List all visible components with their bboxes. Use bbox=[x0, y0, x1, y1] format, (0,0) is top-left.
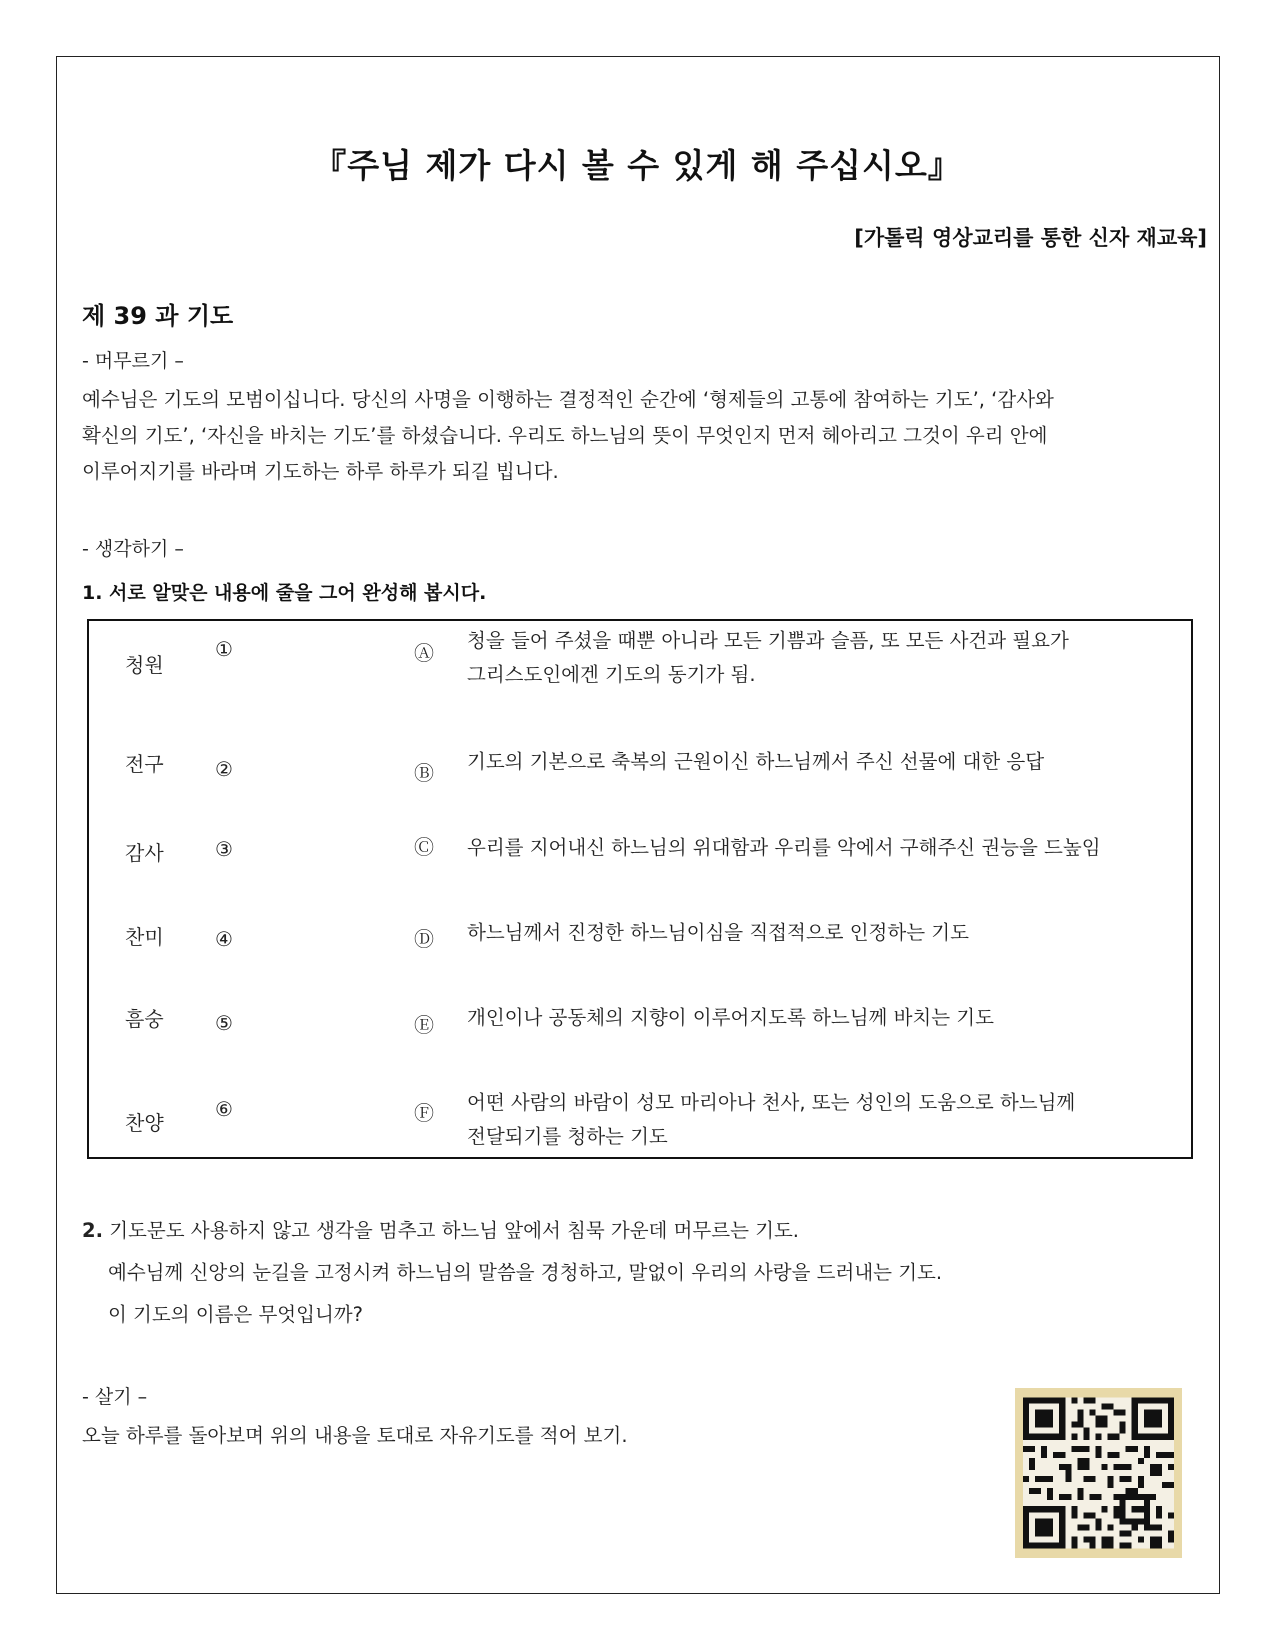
desc-letter: Ⓐ bbox=[414, 641, 434, 665]
section-reflect: - 머무르기 – bbox=[82, 350, 184, 372]
description bbox=[467, 916, 1177, 950]
description bbox=[467, 624, 1177, 692]
desc-letter: Ⓒ bbox=[414, 835, 434, 859]
reflect-line: 이루어지기를 바라며 기도하는 하루 하루가 되길 빕니다. bbox=[82, 460, 559, 483]
description-line: 전달되기를 청하는 기도 bbox=[467, 1125, 668, 1148]
description-line: 청을 들어 주셨을 때뿐 아니라 모든 기쁨과 슬픔, 또 모든 사건과 필요가 bbox=[467, 629, 1069, 652]
page-title: 『주님 제가 다시 볼 수 있게 해 주십시오』 bbox=[313, 146, 962, 185]
matching-table bbox=[87, 619, 1193, 1159]
reflect-paragraph bbox=[82, 382, 1202, 490]
term: 흠숭 bbox=[125, 1007, 164, 1031]
section-live: - 살기 – bbox=[82, 1386, 148, 1408]
question-2-line: 기도문도 사용하지 않고 생각을 멈추고 하느님 앞에서 침묵 가운데 머무르는 기도. bbox=[109, 1219, 799, 1242]
description-line: 어떤 사람의 바람이 성모 마리아나 천사, 또는 성인의 도움으로 하느님께 bbox=[467, 1091, 1076, 1114]
description bbox=[467, 831, 1207, 865]
description bbox=[467, 745, 1177, 779]
term: 찬양 bbox=[125, 1111, 164, 1135]
description-line: 기도의 기본으로 축복의 근원이신 하느님께서 주신 선물에 대한 응답 bbox=[467, 750, 1045, 773]
page-subtitle: [가톨릭 영상교리를 통한 신자 재교육] bbox=[854, 226, 1207, 250]
question-2-line: 이 기도의 이름은 무엇입니까? bbox=[108, 1303, 363, 1326]
live-text: 오늘 하루를 돌아보며 위의 내용을 토대로 자유기도를 적어 보기. bbox=[82, 1424, 628, 1447]
term: 전구 bbox=[125, 752, 164, 776]
lesson-title: 제 39 과 기도 bbox=[82, 302, 234, 330]
description-line: 그리스도인에겐 기도의 동기가 됨. bbox=[467, 663, 756, 686]
qr-code[interactable] bbox=[1015, 1388, 1182, 1558]
term-number: ③ bbox=[215, 837, 233, 861]
term-number: ② bbox=[215, 757, 233, 781]
term-number: ④ bbox=[215, 927, 233, 951]
desc-letter: Ⓕ bbox=[414, 1101, 434, 1125]
description bbox=[467, 1086, 1177, 1154]
term: 감사 bbox=[125, 841, 164, 865]
description bbox=[467, 1001, 1177, 1035]
question-2-number: 2. bbox=[82, 1219, 103, 1242]
desc-letter: Ⓔ bbox=[414, 1013, 434, 1037]
term-number: ⑤ bbox=[215, 1011, 233, 1035]
question-2-line: 예수님께 신앙의 눈길을 고정시켜 하느님의 말씀을 경청하고, 말없이 우리의 사랑을 드러내는 기도. bbox=[108, 1261, 943, 1284]
description-line: 우리를 지어내신 하느님의 위대함과 우리를 악에서 구해주신 권능을 드높임 bbox=[467, 836, 1101, 859]
question-1: 1. 서로 알맞은 내용에 줄을 그어 완성해 봅시다. bbox=[82, 582, 487, 604]
qr-code-icon bbox=[1023, 1396, 1174, 1550]
question-2 bbox=[82, 1215, 799, 1243]
term: 청원 bbox=[125, 653, 164, 677]
reflect-line: 예수님은 기도의 모범이십니다. 당신의 사명을 이행하는 결정적인 순간에 ‘형제들의 고통에 참여하는 기도’, ‘감사와 bbox=[82, 388, 1054, 411]
term: 찬미 bbox=[125, 925, 164, 949]
term-number: ① bbox=[215, 637, 233, 661]
section-think: - 생각하기 – bbox=[82, 538, 184, 560]
desc-letter: Ⓑ bbox=[414, 761, 434, 785]
term-number: ⑥ bbox=[215, 1097, 233, 1121]
description-line: 하느님께서 진정한 하느님이심을 직접적으로 인정하는 기도 bbox=[467, 921, 969, 944]
description-line: 개인이나 공동체의 지향이 이루어지도록 하느님께 바치는 기도 bbox=[467, 1006, 994, 1029]
reflect-line: 확신의 기도’, ‘자신을 바치는 기도’를 하셨습니다. 우리도 하느님의 뜻이 무엇인지 먼저 헤아리고 그것이 우리 안에 bbox=[82, 424, 1048, 447]
desc-letter: Ⓓ bbox=[414, 927, 434, 951]
